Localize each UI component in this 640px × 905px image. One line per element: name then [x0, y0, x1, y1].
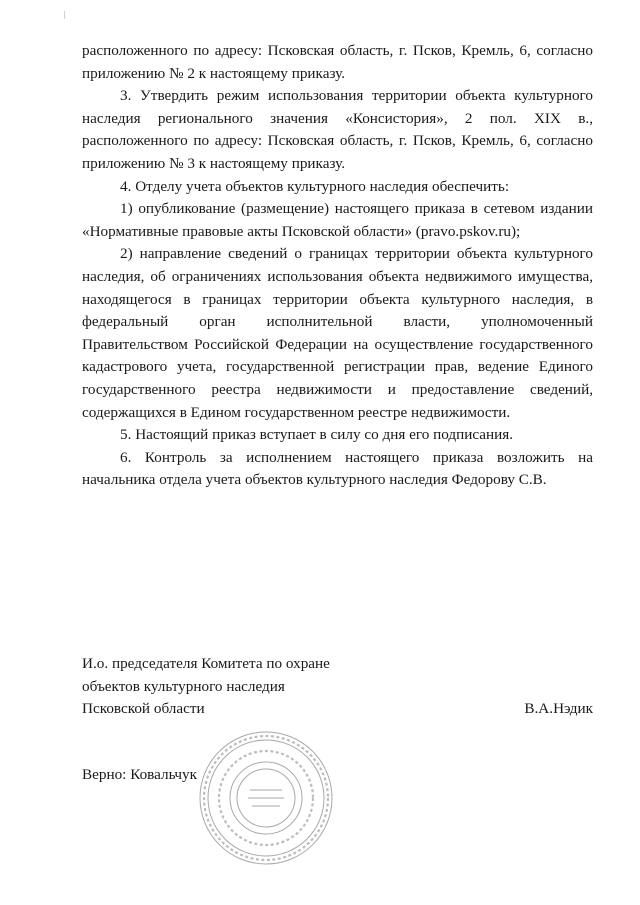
signer-title-line-2: объектов культурного наследия [82, 677, 285, 695]
paragraph-item-4: 4. Отделу учета объектов культурного наследия обеспечить: [120, 177, 510, 195]
paragraph-subitem-2: 2) направление сведений о границах территории объекта культурного наследия, об ограничениях использования объекта недвижимого имущества, находящегося в границах территории объекта культурного наследия, в федеральный орган исполнительной власти, уполномоченный Правительством Российской Федерации на осуществление государственного кадастрового учета, государственной регистрации прав, ведение Единого государственного реестра недвижимости и предоставление сведений, содержащихся в Едином государственном реестре недвижимости. [82, 245, 593, 421]
scan-mark [64, 11, 65, 19]
paragraph-continuation: расположенного по адресу: Псковская область, г. Псков, Кремль, 6, согласно приложению № 2 к настоящему приказу. [82, 42, 593, 82]
paragraph-item-5: 5. Настоящий приказ вступает в силу со дня его подписания. [120, 426, 514, 444]
signature-block [82, 653, 593, 721]
signer-title-line-3: Псковской области [82, 700, 205, 718]
paragraph-item-6: 6. Контроль за исполнением настоящего приказа возложить на начальника отдела учета объектов культурного наследия Федорову С.В. [82, 448, 593, 489]
paragraph-subitem-1: 1) опубликование (размещение) настоящего приказа в сетевом издании «Нормативные правовые акты Псковской области» (pravo.pskov.ru); [82, 200, 593, 240]
order-body [82, 40, 593, 492]
signer-name: В.А.Нэдик [524, 700, 593, 718]
official-seal-stamp [196, 728, 336, 868]
signer-title-line-1: И.о. председателя Комитета по охране [82, 655, 330, 672]
paragraph-item-3: 3. Утвердить режим использования территории объекта культурного наследия регионального значения «Консистория», 2 пол. XIX в., расположенного по адресу: Псковская область, г. Псков, Кремль, 6, согласно приложению № 3 к настоящему приказу. [82, 87, 593, 172]
verification-note: Верно: Ковальчук [82, 766, 197, 783]
signer-line [82, 698, 593, 721]
